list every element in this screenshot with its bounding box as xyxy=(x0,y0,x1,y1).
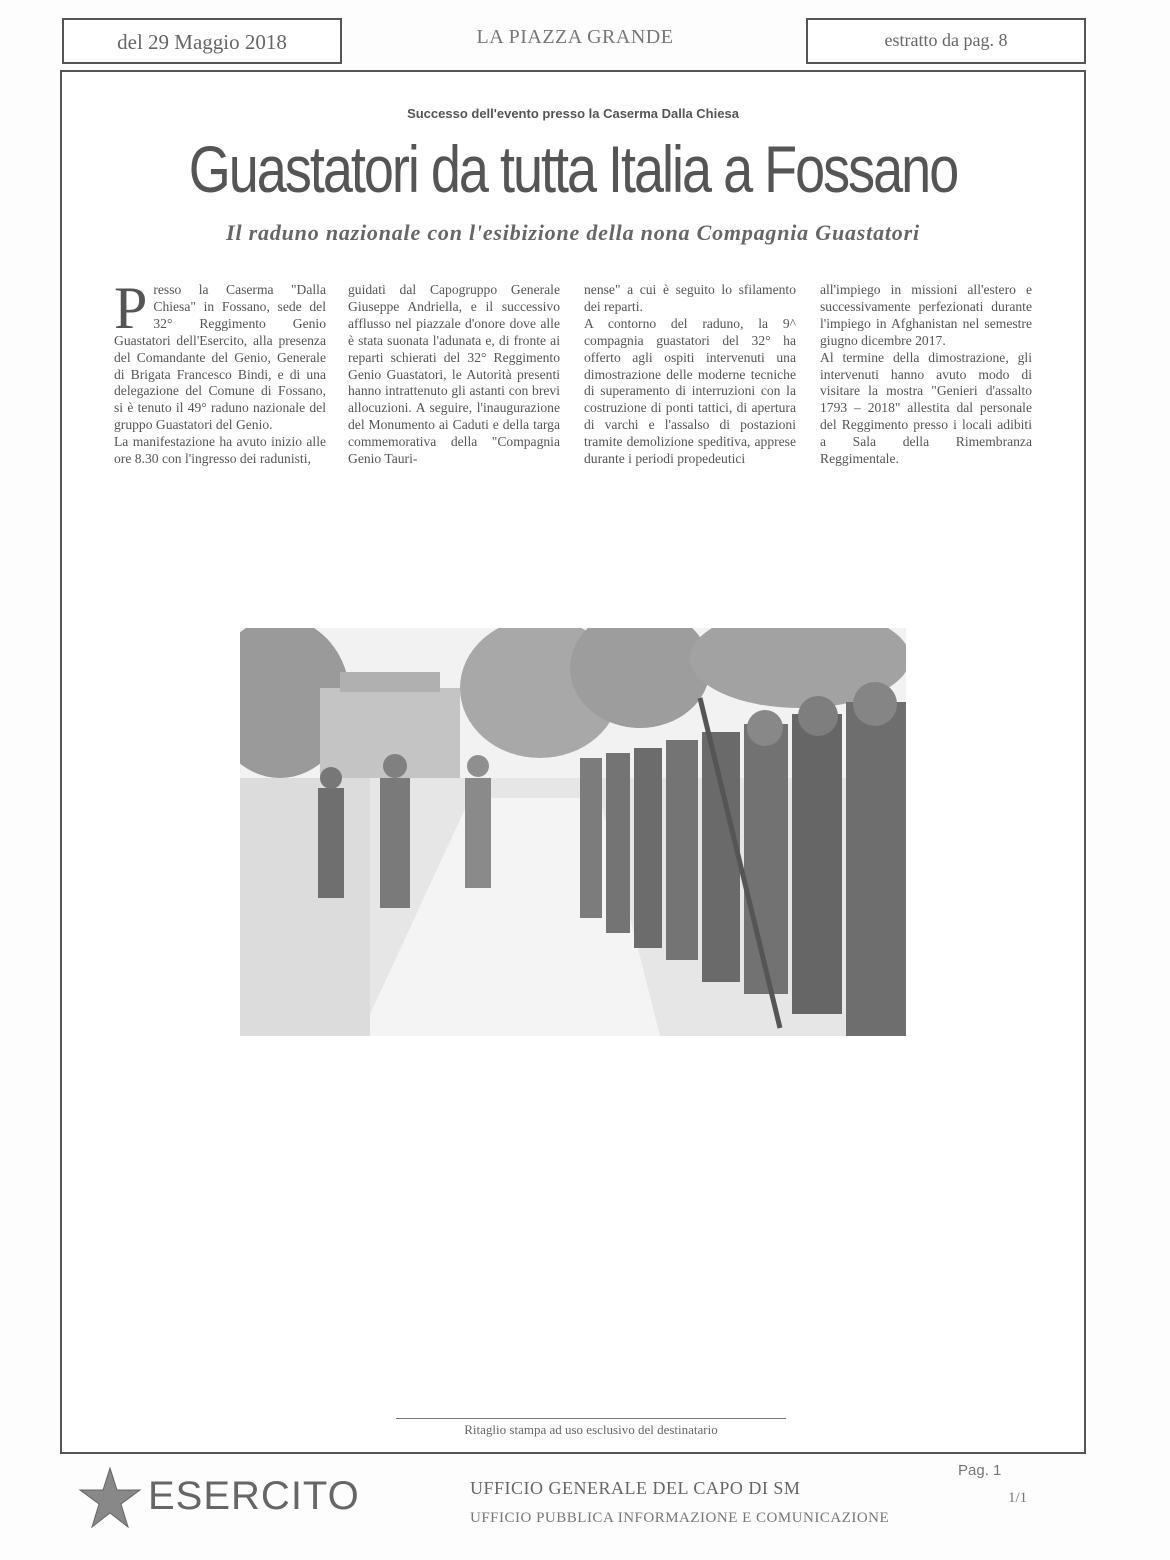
column-3-paragraph-1: nense" a cui è seguito lo sfilamento dei reparti. xyxy=(584,282,796,314)
office-line-1: UFFICIO GENERALE DEL CAPO DI SM xyxy=(470,1478,801,1498)
article-column-1 xyxy=(114,282,326,602)
column-1-text-1: resso la Caserma "Dalla Chiesa" in Fossano, sede del 32° Reggimento Genio Guastatori dell'Esercito, alla presenza del Comandante del Genio, Generale di Brigata Francesco Bindi, e di una delegazione del Comune di Fossano, si è tenuto il 49° raduno nazionale del gruppo Guastatori del Genio. xyxy=(114,282,326,433)
article-subhead: Il raduno nazionale con l'esibizione della nona Compagnia Guastatori xyxy=(226,220,920,245)
drop-cap: P xyxy=(114,282,148,341)
article-kicker: Successo dell'evento presso la Caserma Dalla Chiesa xyxy=(407,106,739,121)
clip-note: Ritaglio stampa ad uso esclusivo del destinatario xyxy=(396,1418,786,1438)
header-publication: LA PIAZZA GRANDE xyxy=(476,26,674,48)
page-label: Pag. 1 xyxy=(958,1462,1002,1479)
office-line-2: UFFICIO PUBBLICA INFORMAZIONE E COMUNICAZIONE xyxy=(470,1510,890,1526)
column-4-paragraph-1: all'impiego in missioni all'estero e successivamente perfezionati durante l'impiego in Afghanistan nel semestre giugno dicembre 2017. xyxy=(820,282,1032,348)
article-column-3 xyxy=(584,282,796,602)
article-headline: Guastatori da tutta Italia a Fossano xyxy=(188,133,958,207)
column-4-paragraph-2: Al termine della dimostrazione, gli intervenuti hanno avuto modo di visitare la mostra "Genieri d'assalto 1793 – 2018" allestita dal personale del Reggimento presso i locali adibiti a Sala della Rimembranza Reggimentale. xyxy=(820,349,1032,467)
esercito-logo-text: ESERCITO xyxy=(148,1474,360,1518)
ceremony-photo-illustration xyxy=(240,628,906,1036)
article-column-2 xyxy=(348,282,560,602)
article-photo xyxy=(240,628,906,1036)
page-count: 1/1 xyxy=(1008,1490,1028,1506)
header-date: del 29 Maggio 2018 xyxy=(117,30,287,54)
header-page-ref: estratto da pag. 8 xyxy=(884,30,1008,50)
star-icon xyxy=(78,1466,142,1530)
column-1-paragraph-2: La manifestazione ha avuto inizio alle ore 8.30 con l'ingresso dei radunisti, xyxy=(114,434,326,467)
article-frame xyxy=(60,70,1086,1454)
column-2-paragraph-1: guidati dal Capogruppo Generale Giuseppe Andriella, e il successivo afflusso nel piazzale d'onore dove alle è stata suonata l'adunata e, di fronte ai reparti schierati del 32° Reggimento Genio Guastatori, le Autorità presenti hanno intrattenuto gli astanti con brevi allocuzioni. A seguire, l'inaugurazione del Monumento ai Caduti e della targa commemorativa della "Compagnia Genio Tauri- xyxy=(348,282,560,467)
header-page-ref-box xyxy=(806,18,1086,64)
article-column-4 xyxy=(820,282,1032,602)
column-1-paragraph-1 xyxy=(114,282,326,434)
page-footer xyxy=(0,1460,1170,1560)
header-date-box xyxy=(62,18,342,64)
column-3-paragraph-2: A contorno del raduno, la 9^ compagnia guastatori del 32° ha offerto agli ospiti intervenuti una dimostrazione delle moderne tecniche di superamento di interruzioni con la costruzione di ponti tattici, di apertura di varchi e l'assalso di postazioni tramite demolizione speditiva, apprese durante i periodi propedeutici xyxy=(584,315,796,467)
